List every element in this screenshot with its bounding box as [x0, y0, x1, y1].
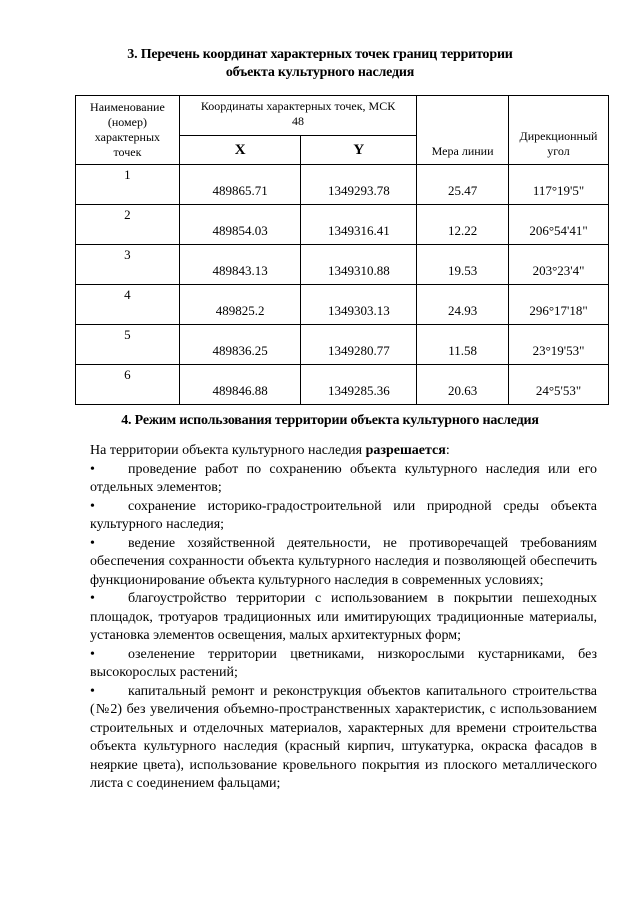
cell-x: 489865.71 — [179, 165, 301, 205]
cell-num: 3 — [76, 245, 180, 285]
bullet-icon: • — [90, 591, 95, 606]
cell-measure: 19.53 — [417, 245, 509, 285]
cell-measure: 20.63 — [417, 365, 509, 405]
bullet-icon: • — [90, 683, 95, 699]
cell-y: 1349303.13 — [301, 285, 417, 325]
cell-num: 4 — [76, 285, 180, 325]
section-4-body — [90, 442, 597, 794]
cell-num: 5 — [76, 325, 180, 365]
table-row — [76, 205, 609, 245]
bullet-icon: • — [90, 646, 95, 662]
cell-y: 1349293.78 — [301, 165, 417, 205]
bullet-icon: • — [90, 498, 95, 514]
list-item: • озеленение территории цветниками, низкорослыми кустарниками, без высокорослых растений; — [90, 646, 597, 680]
cell-x: 489825.2 — [179, 285, 301, 325]
cell-angle: 117°19'5" — [509, 165, 609, 205]
intro-bold-word: разрешается — [365, 443, 446, 458]
header-direction: Дирекционный угол — [509, 96, 609, 165]
cell-angle: 23°19'53" — [509, 325, 609, 365]
bullet-icon: • — [90, 535, 95, 551]
section-4-title: 4. Режим использования территории объекта культурного наследия — [121, 413, 539, 428]
cell-y: 1349285.36 — [301, 365, 417, 405]
cell-measure: 25.47 — [417, 165, 509, 205]
header-measure: Мера линии — [417, 96, 509, 165]
cell-x: 489843.13 — [179, 245, 301, 285]
list-item: • капитальный ремонт и реконструкция объектов капитального строительства (№2) без увеличения объемно-пространственных характеристик, с использованием строительных и отделочных материалов, характерных для времени строительства объекта культурного наследия (красный кирпич, штукатурка, окраска фасадов в неяркие цвета), использование кровельного покрытия из плоского металлического листа с соединением фальцами; — [90, 683, 597, 791]
cell-num: 1 — [76, 165, 180, 205]
cell-num: 6 — [76, 365, 180, 405]
cell-angle: 296°17'18" — [509, 285, 609, 325]
cell-angle: 206°54'41" — [509, 205, 609, 245]
list-item: • проведение работ по сохранению объекта культурного наследия или его отдельных элементов; — [90, 461, 597, 495]
cell-x: 489836.25 — [179, 325, 301, 365]
cell-x: 489854.03 — [179, 205, 301, 245]
table-row — [76, 365, 609, 405]
table-row — [76, 165, 609, 205]
cell-y: 1349316.41 — [301, 205, 417, 245]
cell-measure: 12.22 — [417, 205, 509, 245]
cell-num: 2 — [76, 205, 180, 245]
table-row — [76, 245, 609, 285]
cell-measure: 11.58 — [417, 325, 509, 365]
bullet-icon: • — [90, 461, 95, 477]
table-row — [76, 325, 609, 365]
intro-paragraph: На территории объекта культурного наследия разрешается: — [90, 443, 450, 458]
list-item: • ведение хозяйственной деятельности, не противоречащей требованиям обеспечения сохранности объекта культурного наследия и позволяющей обеспечить функционирование объекта культурного наследия в современных условиях; — [90, 535, 597, 588]
header-x: X — [179, 136, 301, 165]
list-item: • сохранение историко-градостроительной или природной среды объекта культурного наследия; — [90, 498, 597, 532]
cell-angle: 24°5'53" — [509, 365, 609, 405]
list-item: • благоустройство территории с использованием в покрытии пешеходных площадок, тротуаров традиционных или имитирующих традиционные материалы, установка элементов освещения, малых архитектурных форм; — [90, 591, 597, 643]
section-3-title-line1: 3. Перечень координат характерных точек границ территории — [127, 47, 513, 62]
cell-x: 489846.88 — [179, 365, 301, 405]
header-y: Y — [301, 136, 417, 165]
cell-measure: 24.93 — [417, 285, 509, 325]
header-point-name: Наименование (номер) характерных точек — [76, 96, 180, 165]
cell-y: 1349280.77 — [301, 325, 417, 365]
section-3-title — [80, 46, 560, 82]
coordinates-table — [75, 95, 609, 405]
table-row — [76, 285, 609, 325]
cell-angle: 203°23'4" — [509, 245, 609, 285]
cell-y: 1349310.88 — [301, 245, 417, 285]
header-coordinates: Координаты характерных точек, МСК 48 — [179, 96, 416, 136]
section-3-title-line2: объекта культурного наследия — [225, 65, 415, 80]
